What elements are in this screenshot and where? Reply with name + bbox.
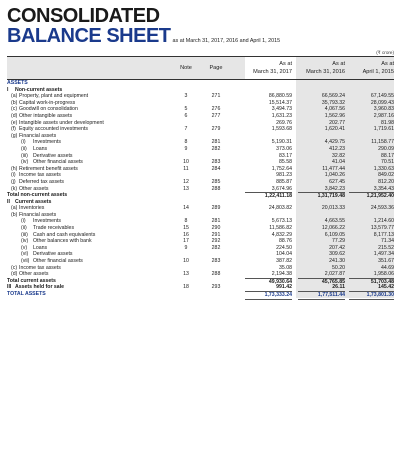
cell-v2: 1,040.26 [324,172,345,179]
cell-v3: 1,497.34 [373,251,394,258]
cell-v3: 351.67 [378,258,394,265]
header-page: Page [209,65,223,71]
row-label [11,126,88,133]
cell-page: 276 [211,106,221,113]
row-label-marker: (b) [11,211,18,218]
cell-note: 13 [183,185,189,192]
row-label-text: Investments [33,218,61,225]
table-row [7,113,394,120]
row-label [21,232,95,239]
cell-v1: 11,586.82 [269,225,292,232]
cell-v3: 3,354.43 [373,185,394,192]
cell-v1: 49,930.64 [245,278,292,286]
row-label-text: Other financial assets [33,159,83,166]
table-row [7,218,394,225]
cell-v2: 1,31,719.48 [298,192,345,200]
header-col2-asat: As at [332,61,345,67]
cell-v1: 3,674.96 [271,185,292,192]
row-label-marker: (g) [11,132,18,139]
row-label-marker: (ii) [21,145,27,152]
cell-v3: 88.17 [381,152,394,159]
cell-page: 282 [211,145,221,152]
row-label [21,225,74,232]
row-label-marker: (c) [11,106,18,113]
table-row [7,106,394,113]
table-row [7,80,394,87]
cell-page: 288 [211,185,221,192]
row-label [21,153,73,160]
cell-v1: 104.04 [276,251,292,258]
table-row [7,120,394,127]
row-label [7,199,51,206]
cell-v1: 4,832.29 [271,231,292,238]
row-label [7,284,64,291]
row-label [7,87,62,94]
table-row [7,179,394,186]
table-row [7,205,394,212]
header-col1-asat: As at [279,61,292,67]
row-label-text: Loans [33,244,48,251]
row-label [7,291,46,298]
balance-sheet-rows [7,80,394,298]
row-shade [296,87,394,94]
table-row [7,225,394,232]
row-label-text: Goodwill on consolidation [19,106,78,113]
cell-v2: 207.42 [329,244,345,251]
row-label-text: Equity accounted investments [19,126,88,133]
cell-v2: 4,663.55 [324,218,345,225]
cell-v2: 3,842.23 [324,185,345,192]
row-label-marker: (a) [11,205,18,212]
row-label-marker: I [7,86,9,93]
cell-v2: 32.82 [332,152,345,159]
cell-v3: 44.69 [381,264,394,271]
row-label-marker: (b) [11,99,18,106]
table-row [7,291,394,298]
row-label-text: Derivative assets [33,251,73,258]
row-label [11,271,48,278]
cell-note: 8 [184,139,188,146]
row-label-text: Other intangible assets [19,112,73,119]
cell-v2: 1,562.96 [324,112,345,119]
cell-v3: 1,214.60 [373,218,394,225]
row-label-marker: (iv) [21,159,29,166]
cell-v2: 4,429.75 [324,139,345,146]
table-row [7,212,394,219]
cell-v2: 202.77 [329,119,345,126]
row-label-marker: II [7,198,10,205]
cell-v1: 5,673.13 [271,218,292,225]
row-label-marker: III [7,284,12,291]
row-label [21,251,73,258]
cell-v2: 2,027.87 [324,271,345,278]
cell-v2: 627.45 [329,178,345,185]
table-row [7,232,394,239]
row-label-text: Other assets [19,185,49,192]
row-label [11,120,104,127]
cell-page: 283 [211,159,221,166]
cell-v3: 849.02 [378,172,394,179]
table-header [7,56,394,80]
row-label-marker: (vi) [21,251,29,258]
cell-v2: 50.20 [332,264,345,271]
cell-v2: 20,013.33 [321,205,345,212]
row-label-marker: (iii) [21,152,28,159]
row-label-marker: (vii) [21,258,30,265]
cell-v1: 885.87 [276,178,292,185]
cell-v3: 11,158.77 [371,139,394,146]
table-row [7,139,394,146]
row-label-text: Other balances with bank [33,238,92,245]
cell-v3: 51,703.48 [349,278,394,286]
title-balance-sheet [7,26,280,51]
cell-v1: 3,494.73 [271,106,292,113]
cell-v2: 26.11 [332,284,345,291]
cell-page: 291 [211,231,221,238]
row-label-marker: (e) [11,119,18,126]
unit-label: (₹ crore) [376,50,394,55]
row-label-text: Property, plant and equipment [19,93,89,100]
table-row [7,186,394,193]
cell-v1: 1,22,411.18 [245,192,292,200]
cell-v1: 1,631.23 [271,112,292,119]
cell-note: 13 [183,271,189,278]
row-label-marker: (k) [11,185,18,192]
cell-v1: 88.76 [279,238,292,245]
cell-v3: 24,593.36 [370,205,394,212]
table-row [7,238,394,245]
row-label-text: Non-current assets [15,86,63,93]
header-col2-date: March 31, 2016 [306,69,345,75]
row-shade [296,133,394,140]
row-label-text: Income tax assets [19,172,61,179]
row-label-text: Other assets [19,271,49,278]
cell-note: 7 [184,126,188,133]
row-label [21,146,47,153]
cell-v2: 241.30 [329,258,345,265]
row-shade [296,80,394,87]
cell-v1: 15,514.37 [268,99,292,106]
cell-v3: 28,099.43 [370,99,394,106]
row-label [11,265,61,272]
row-label-marker: (d) [11,112,18,119]
row-label [21,159,83,166]
row-label [21,238,92,245]
cell-v2: 35,793.32 [321,99,345,106]
row-label-marker: (d) [11,271,18,278]
cell-v1: 224.50 [276,244,292,251]
row-label [21,258,83,265]
row-label-marker: (f) [11,126,16,133]
cell-note: 9 [184,145,188,152]
cell-v2: 12,066.22 [321,225,345,232]
cell-v2: 45,765.85 [298,278,345,286]
cell-page: 271 [211,93,221,100]
row-label-text: Income tax assets [19,264,61,271]
cell-page: 279 [211,126,221,133]
cell-note: 17 [183,238,189,245]
cell-v1: 85.58 [279,159,292,166]
cell-v3: 70.51 [381,159,394,166]
cell-v1: 83.17 [279,152,292,159]
cell-v1: 5,190.31 [271,139,292,146]
cell-v2: 4,067.56 [324,106,345,113]
table-row [7,100,394,107]
row-shade [296,199,394,206]
row-label-text: Loans [33,145,48,152]
row-label-text: Cash and cash equivalents [33,231,96,238]
row-label-text: Derivative assets [33,152,73,159]
row-label-marker: (i) [21,139,26,146]
row-label-marker: TOTAL ASSETS [7,291,46,297]
cell-v3: 67,149.55 [370,93,394,100]
table-row [7,133,394,140]
row-label [11,100,75,107]
table-row [7,284,394,291]
cell-note: 18 [183,284,189,291]
row-label-marker: (i) [21,218,26,225]
table-row [7,93,394,100]
row-label-text: Financial assets [19,211,57,218]
cell-v1: 387.82 [276,258,292,265]
cell-page: 288 [211,271,221,278]
row-label-marker: (h) [11,165,18,172]
cell-v3: 215.52 [378,244,394,251]
row-label-marker: (c) [11,264,18,271]
row-label [21,139,61,146]
row-label-text: Financial assets [19,132,57,139]
cell-note: 15 [183,225,189,232]
cell-v2: 1,77,511.44 [298,291,345,300]
row-label-marker: (a) [11,93,18,100]
row-label-marker: Total current assets [7,277,56,284]
cell-note: 12 [183,178,189,185]
header-note: Note [180,65,192,71]
header-col3-asat: As at [381,61,394,67]
row-label-marker: (v) [21,244,28,251]
cell-v1: 373.06 [276,145,292,152]
cell-page: 282 [211,244,221,251]
row-label [21,245,47,252]
cell-v1: 981.23 [276,172,292,179]
cell-v1: 1,73,333.24 [245,291,292,300]
header-col3-date: April 1, 2015 [362,69,394,75]
cell-v3: 2,987.16 [373,112,394,119]
table-row [7,146,394,153]
row-label-text: Current assets [15,198,52,205]
row-label-text: Capital work-in-progress [19,99,76,106]
cell-v2: 309.62 [329,251,345,258]
cell-page: 277 [211,112,221,119]
cell-page: 281 [211,218,221,225]
title-consolidated: CONSOLIDATED [7,5,160,27]
cell-v1: 86,880.59 [268,93,292,100]
cell-v3: 81.98 [381,119,394,126]
cell-note: 8 [184,218,188,225]
cell-page: 292 [211,238,221,245]
row-label [7,192,67,199]
cell-v1: 1,593.68 [271,126,292,133]
cell-note: 10 [183,159,189,166]
cell-v3: 290.09 [378,145,394,152]
header-col1-date: March 31, 2017 [253,69,292,75]
row-label [11,106,78,113]
cell-v3: 3,960.83 [373,106,394,113]
row-label-text: Investments [33,139,61,146]
row-label [11,205,44,212]
cell-v3: 145.42 [378,284,394,291]
cell-v3: 1,958.06 [373,271,394,278]
row-label [21,218,61,225]
row-label-marker: (ii) [21,225,27,232]
row-label-text: Trade receivables [33,225,75,232]
cell-note: 16 [183,231,189,238]
cell-page: 281 [211,139,221,146]
cell-v1: 35.08 [279,264,292,271]
cell-v2: 66,569.24 [321,93,345,100]
row-label [7,80,28,87]
cell-v1: 2,194.38 [271,271,292,278]
row-label [7,278,56,285]
row-shade [296,212,394,219]
cell-v2: 1,620.41 [324,126,345,133]
table-row [7,192,394,199]
table-row [7,159,394,166]
row-label [11,212,56,219]
table-row [7,265,394,272]
cell-v2: 11,477.44 [322,165,345,172]
row-label-text: Intangible assets under development [19,119,104,126]
cell-v2: 41.04 [332,159,345,166]
cell-page: 285 [211,178,221,185]
row-label [11,172,61,179]
row-label-text: Assets held for sale [15,284,65,291]
cell-v1: 269.76 [276,119,292,126]
cell-note: 5 [184,106,188,113]
table-row [7,199,394,206]
cell-v3: 13,579.77 [370,225,394,232]
cell-page: 293 [211,284,221,291]
cell-note: 3 [184,93,188,100]
table-row [7,278,394,285]
cell-v1: 991.42 [276,284,292,291]
table-row [7,258,394,265]
cell-note: 14 [183,205,189,212]
cell-page: 283 [211,258,221,265]
table-row [7,271,394,278]
cell-note: 9 [184,244,188,251]
cell-page: 284 [211,165,221,172]
table-row [7,245,394,252]
cell-v1: 1,752.64 [271,165,292,172]
row-label [11,93,88,100]
table-row [7,166,394,173]
row-label [11,113,72,120]
cell-note: 10 [183,258,189,265]
table-row [7,153,394,160]
title-main: BALANCE SHEET [7,25,171,47]
table-row [7,87,394,94]
cell-note: 6 [184,112,188,119]
title-subtitle: as at March 31, 2017, 2016 and April 1, 2015 [172,38,281,44]
row-label-text: Inventories [19,205,45,212]
cell-v2: 6,109.05 [324,231,345,238]
row-label-marker: (j) [11,178,16,185]
cell-v3: 1,21,952.40 [349,192,394,200]
row-label-text: Other financial assets [33,258,83,265]
row-label-marker: ASSETS [7,80,28,86]
cell-page: 290 [211,225,221,232]
row-label-text: Deferred tax assets [19,178,64,185]
cell-page: 289 [211,205,221,212]
row-label [11,186,48,193]
table-row [7,126,394,133]
row-label-marker: (iii) [21,231,28,238]
cell-v3: 1,73,801.30 [349,291,394,300]
cell-v3: 1,330.63 [373,165,394,172]
table-row [7,172,394,179]
cell-v3: 71.34 [381,238,394,245]
cell-v3: 812.20 [378,178,394,185]
row-label [11,179,64,186]
cell-v3: 1,719.61 [373,126,394,133]
row-label [11,133,56,140]
row-label-marker: Total non-current assets [7,192,68,199]
cell-note: 11 [183,165,189,172]
cell-v3: 8,177.13 [373,231,394,238]
row-label-marker: (i) [11,172,16,179]
cell-v1: 24,803.82 [268,205,292,212]
row-label-text: Retirement benefit assets [19,165,78,172]
table-row [7,251,394,258]
row-label-marker: (iv) [21,238,29,245]
cell-v2: 412.23 [329,145,345,152]
row-label [11,166,78,173]
cell-v2: 77.29 [332,238,345,245]
